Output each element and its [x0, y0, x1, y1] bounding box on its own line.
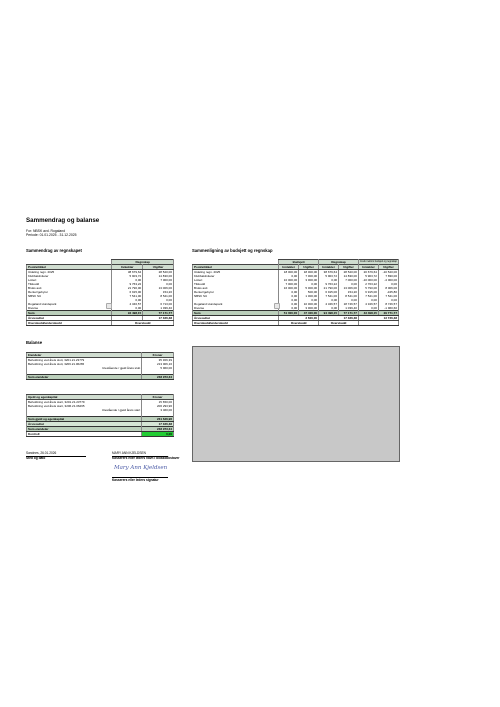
row-d-in: 20 679,64: [358, 270, 378, 275]
cell-marker-icon: [106, 303, 112, 309]
result-label: Årsresultat: [27, 316, 112, 321]
row-r-out: 28 520,00: [339, 270, 359, 275]
row-r-in: 4 346,57: [319, 302, 339, 306]
row-income: 7 541,00: [112, 294, 143, 298]
liability-label: Beholdning ved årets start, 3201.21.23779: [27, 400, 142, 405]
period-line: Periode: 01.01.2025 - 31.12.2025: [26, 233, 77, 237]
row-r-out: 0,00: [339, 298, 359, 302]
control-label: Kontroll: [27, 432, 142, 437]
asset-value: 35 306,39: [142, 358, 174, 363]
row-d-in: 0,00: [358, 306, 378, 311]
cmp-result-budget: 3 600,00: [279, 316, 319, 321]
row-d-out: 7 541,00: [378, 294, 398, 298]
row-income: 6 915,00: [112, 290, 143, 294]
row-label: Rogaland Hundepark: [27, 302, 112, 306]
row-expense: 8 541,00: [143, 294, 174, 298]
row-d-in: 0,00: [358, 298, 378, 302]
surplus-value: Overskudd: [112, 321, 174, 326]
row-d-in: 2 763,22: [358, 282, 378, 286]
row-r-in: 21 790,00: [319, 286, 339, 290]
row-b-in: 0,00: [279, 294, 299, 298]
org-line: For: NBSK avd. Rogaland: [26, 229, 66, 233]
regnskap-group-header-2: Regnskap: [319, 260, 359, 265]
row-b-out: 3 000,00: [299, 306, 319, 311]
assets-table: [26, 352, 174, 380]
row-b-out: 3 000,00: [299, 278, 319, 282]
place-date: Sandnes, 26.01.2026: [26, 451, 57, 455]
comparison-table: [192, 259, 399, 326]
row-label: Utdeling regn. 2025: [27, 270, 112, 275]
row-label: Renter/gebyrer: [27, 290, 112, 294]
row-r-in: 0,00: [319, 306, 339, 311]
row-b-out: 7 000,00: [299, 274, 319, 278]
liability-label: Utestående / gjeld årets start: [27, 408, 142, 412]
row-r-in: 7 541,00: [319, 294, 339, 298]
asset-value: 213 006,16: [142, 362, 174, 366]
row-expense: 7 000,00: [143, 278, 174, 282]
row-d-in: 7 541,00: [358, 294, 378, 298]
cmp-sum-d-in: 43 498,15: [358, 311, 378, 316]
place-date-label: Sted og dato: [26, 456, 46, 460]
row-b-out: 18 000,00: [299, 270, 319, 275]
row-b-out: 10 000,00: [299, 302, 319, 306]
row-r-out: 0,00: [339, 282, 359, 286]
cmp-surplus-dev: [358, 321, 398, 326]
sum-label: Sum: [27, 311, 112, 316]
row-d-out: -10 520,00: [378, 270, 398, 275]
deviation-group-header: Avvik mellom budsjett og regnskap: [360, 260, 397, 263]
surplus-label: Overskudd/underskudd: [27, 321, 112, 326]
liabilities-sum-value: 231 646,96: [142, 417, 174, 422]
row-income: 0,00: [112, 306, 143, 311]
row-d-out: 8 006,00: [378, 286, 398, 290]
gray-panel: [192, 346, 400, 462]
row-b-in: 10 000,00: [279, 278, 299, 282]
col-post-header: Post/artikkel: [27, 265, 112, 270]
cmp-result-label: Årsresultat: [193, 316, 279, 321]
liabilities-table: [26, 394, 174, 437]
row-income: 21 790,00: [112, 286, 143, 290]
row-d-out: -345,80: [378, 290, 398, 294]
cmp-dev-expense-header: Utgifter: [378, 265, 398, 270]
row-expense: 1 039,40: [143, 306, 174, 311]
row-b-out: 0,00: [299, 298, 319, 302]
cmp-surplus-budget: Overskudd: [279, 321, 319, 326]
balance-result-value: 17 326,38: [142, 422, 174, 427]
cell-marker-icon: [274, 303, 280, 309]
row-b-in: 0,00: [279, 290, 299, 294]
row-income: 4 346,57: [112, 302, 143, 306]
cmp-dev-income-header: Inntekter: [358, 265, 378, 270]
liability-value: 206 293,96: [142, 404, 174, 408]
liability-label: Beholdning ved årets start, 3206.21.06265: [27, 404, 142, 408]
col-income-header: Inntekter: [112, 265, 143, 270]
row-r-out: 1 039,40: [339, 306, 359, 311]
asset-label: Beholdning ved årets slutt, 3201.21.23779: [27, 358, 142, 363]
liability-value: 15 650,00: [142, 400, 174, 405]
cmp-regn-income-header: Inntekter: [319, 265, 339, 270]
assets-sum-label: Sum eiendeler: [27, 375, 142, 380]
row-label: Renter/gebyrer: [193, 290, 279, 294]
treasurer-name: MARY ANN KJELDSEN: [112, 451, 146, 455]
cmp-sum-label: Sum: [193, 311, 279, 316]
row-r-in: 38 679,64: [319, 270, 339, 275]
budget-group-header: Budsjett: [279, 260, 319, 265]
row-income: 38 679,64: [112, 270, 143, 275]
row-expense: 13 006,00: [143, 286, 174, 290]
liabilities-kroner-header: Kroner: [142, 395, 174, 400]
liabilities-sum-label: Sum gjeld og egenkapital: [27, 417, 142, 422]
liability-value: 3 460,00: [142, 408, 174, 412]
row-label: Lotteri: [27, 278, 112, 282]
row-expense: 28 520,00: [143, 270, 174, 275]
row-label: Diverse: [27, 306, 112, 311]
row-label: NBSK SU: [27, 294, 112, 298]
asset-value: 5 960,00: [142, 366, 174, 370]
row-d-out: -4 000,00: [378, 278, 398, 282]
col-expense-header: Utgifter: [143, 265, 174, 270]
name-label: Kasserers eller leders navn i blokkbokstaver: [112, 456, 180, 460]
row-income: 5 903,72: [112, 274, 143, 278]
summary-table: [26, 259, 174, 326]
row-label: Lotteri: [193, 278, 279, 282]
assets-header: Eiendeler: [27, 353, 142, 358]
row-label: Bruks avd.: [27, 286, 112, 290]
row-r-in: 9 763,22: [319, 282, 339, 286]
row-d-out: 7 830,00: [378, 274, 398, 278]
row-expense: 14 830,00: [143, 274, 174, 278]
row-income: 0,00: [112, 298, 143, 302]
row-b-in: 0,00: [279, 302, 299, 306]
cmp-result-dev: 13 726,38: [358, 316, 398, 321]
row-b-in: 0,00: [279, 306, 299, 311]
comparison-title: Sammenligning av budsjett og regnskap: [192, 248, 273, 253]
row-r-out: 13 006,00: [339, 286, 359, 290]
row-b-out: 0,00: [299, 282, 319, 286]
row-r-out: 154,20: [339, 290, 359, 294]
sum-expense: 77 171,77: [143, 311, 174, 316]
handwritten-signature: Mary Ann Kjeldsen: [114, 465, 168, 471]
row-b-in: 18 000,00: [279, 270, 299, 275]
row-income: 9 763,22: [112, 282, 143, 286]
regnskap-group-header: Regnskap: [112, 260, 174, 265]
row-b-in: 7 000,00: [279, 282, 299, 286]
row-b-out: 1 000,00: [299, 294, 319, 298]
balance-assets2-label: Sum eiendeler: [27, 427, 142, 432]
row-b-out: 500,00: [299, 290, 319, 294]
balance-result-label: Årsresultat: [27, 422, 142, 427]
row-expense: 6 713,00: [143, 302, 174, 306]
row-r-in: 0,00: [319, 298, 339, 302]
row-r-in: 5 903,72: [319, 274, 339, 278]
row-d-out: -1 960,60: [378, 306, 398, 311]
cmp-sum-r-in: 94 498,15: [319, 311, 339, 316]
cmp-result-regn: 17 326,38: [319, 316, 359, 321]
row-label: Diverse: [193, 306, 279, 311]
signature-label: Kasserers eller leders signatur: [112, 478, 159, 482]
row-b-in: 0,00: [279, 298, 299, 302]
document-title: Sammendrag og balanse: [26, 217, 100, 224]
row-b-in: 0,00: [279, 274, 299, 278]
cmp-budget-income-header: Inntekter: [279, 265, 299, 270]
row-r-out: 18 746,57: [339, 302, 359, 306]
row-r-out: 7 000,00: [339, 278, 359, 282]
row-expense: 0,00: [143, 298, 174, 302]
cmp-sum-d-out: 29 771,77: [378, 311, 398, 316]
cmp-sum-b-out: 47 400,00: [299, 311, 319, 316]
asset-label: Utestående / gjeld årets slutt: [27, 366, 142, 370]
assets-kroner-header: Kroner: [142, 353, 174, 358]
cmp-col-post-header: Post/artikkel: [193, 265, 279, 270]
row-d-in: 5 903,72: [358, 274, 378, 278]
row-label: NBSK SU: [193, 294, 279, 298]
row-r-in: 6 915,00: [319, 290, 339, 294]
cmp-regn-expense-header: Utgifter: [339, 265, 359, 270]
liabilities-header: Gjeld og egenkapital: [27, 395, 142, 400]
cmp-surplus-regn: Overskudd: [319, 321, 359, 326]
cmp-budget-expense-header: Utgifter: [299, 265, 319, 270]
cmp-sum-b-in: 51 000,00: [279, 311, 299, 316]
cmp-surplus-label: Overskudd/underskudd: [193, 321, 279, 326]
asset-label: Beholdning ved årets slutt, 3206.21.06265: [27, 362, 142, 366]
cmp-sum-r-out: 77 171,77: [339, 311, 359, 316]
row-d-in: -10 000,00: [358, 278, 378, 282]
row-d-in: 6 915,00: [358, 290, 378, 294]
result-value: 17 326,38: [143, 316, 174, 321]
row-label: Rogaland Hundepark: [193, 302, 279, 306]
row-label: Utdeling regn. 2025: [193, 270, 279, 275]
assets-sum-value: 248 973,34: [142, 375, 174, 380]
row-b-out: 5 000,00: [299, 286, 319, 290]
control-value: 0,00: [142, 432, 174, 437]
row-label: Bruks avd.: [193, 286, 279, 290]
balance-title: Balanse: [26, 340, 43, 345]
row-r-out: 14 830,00: [339, 274, 359, 278]
row-expense: 0,00: [143, 282, 174, 286]
row-d-in: 4 346,57: [358, 302, 378, 306]
sum-income: 94 498,15: [112, 311, 143, 316]
row-d-in: 5 790,00: [358, 286, 378, 290]
row-r-in: 0,00: [319, 278, 339, 282]
row-income: 0,00: [112, 278, 143, 282]
row-label: Tilskudd: [193, 282, 279, 286]
row-d-out: 0,00: [378, 298, 398, 302]
row-d-out: 8 746,57: [378, 302, 398, 306]
row-label: Klubbaktiviteter: [27, 274, 112, 278]
row-expense: 154,20: [143, 290, 174, 294]
row-label: Klubbaktiviteter: [193, 274, 279, 278]
row-b-in: 16 000,00: [279, 286, 299, 290]
row-r-out: 8 541,00: [339, 294, 359, 298]
summary-title: Sammendrag av regnskapet: [26, 248, 82, 253]
balance-assets2-value: 248 973,34: [142, 427, 174, 432]
row-label: Tilskudd: [27, 282, 112, 286]
row-d-out: 0,00: [378, 282, 398, 286]
